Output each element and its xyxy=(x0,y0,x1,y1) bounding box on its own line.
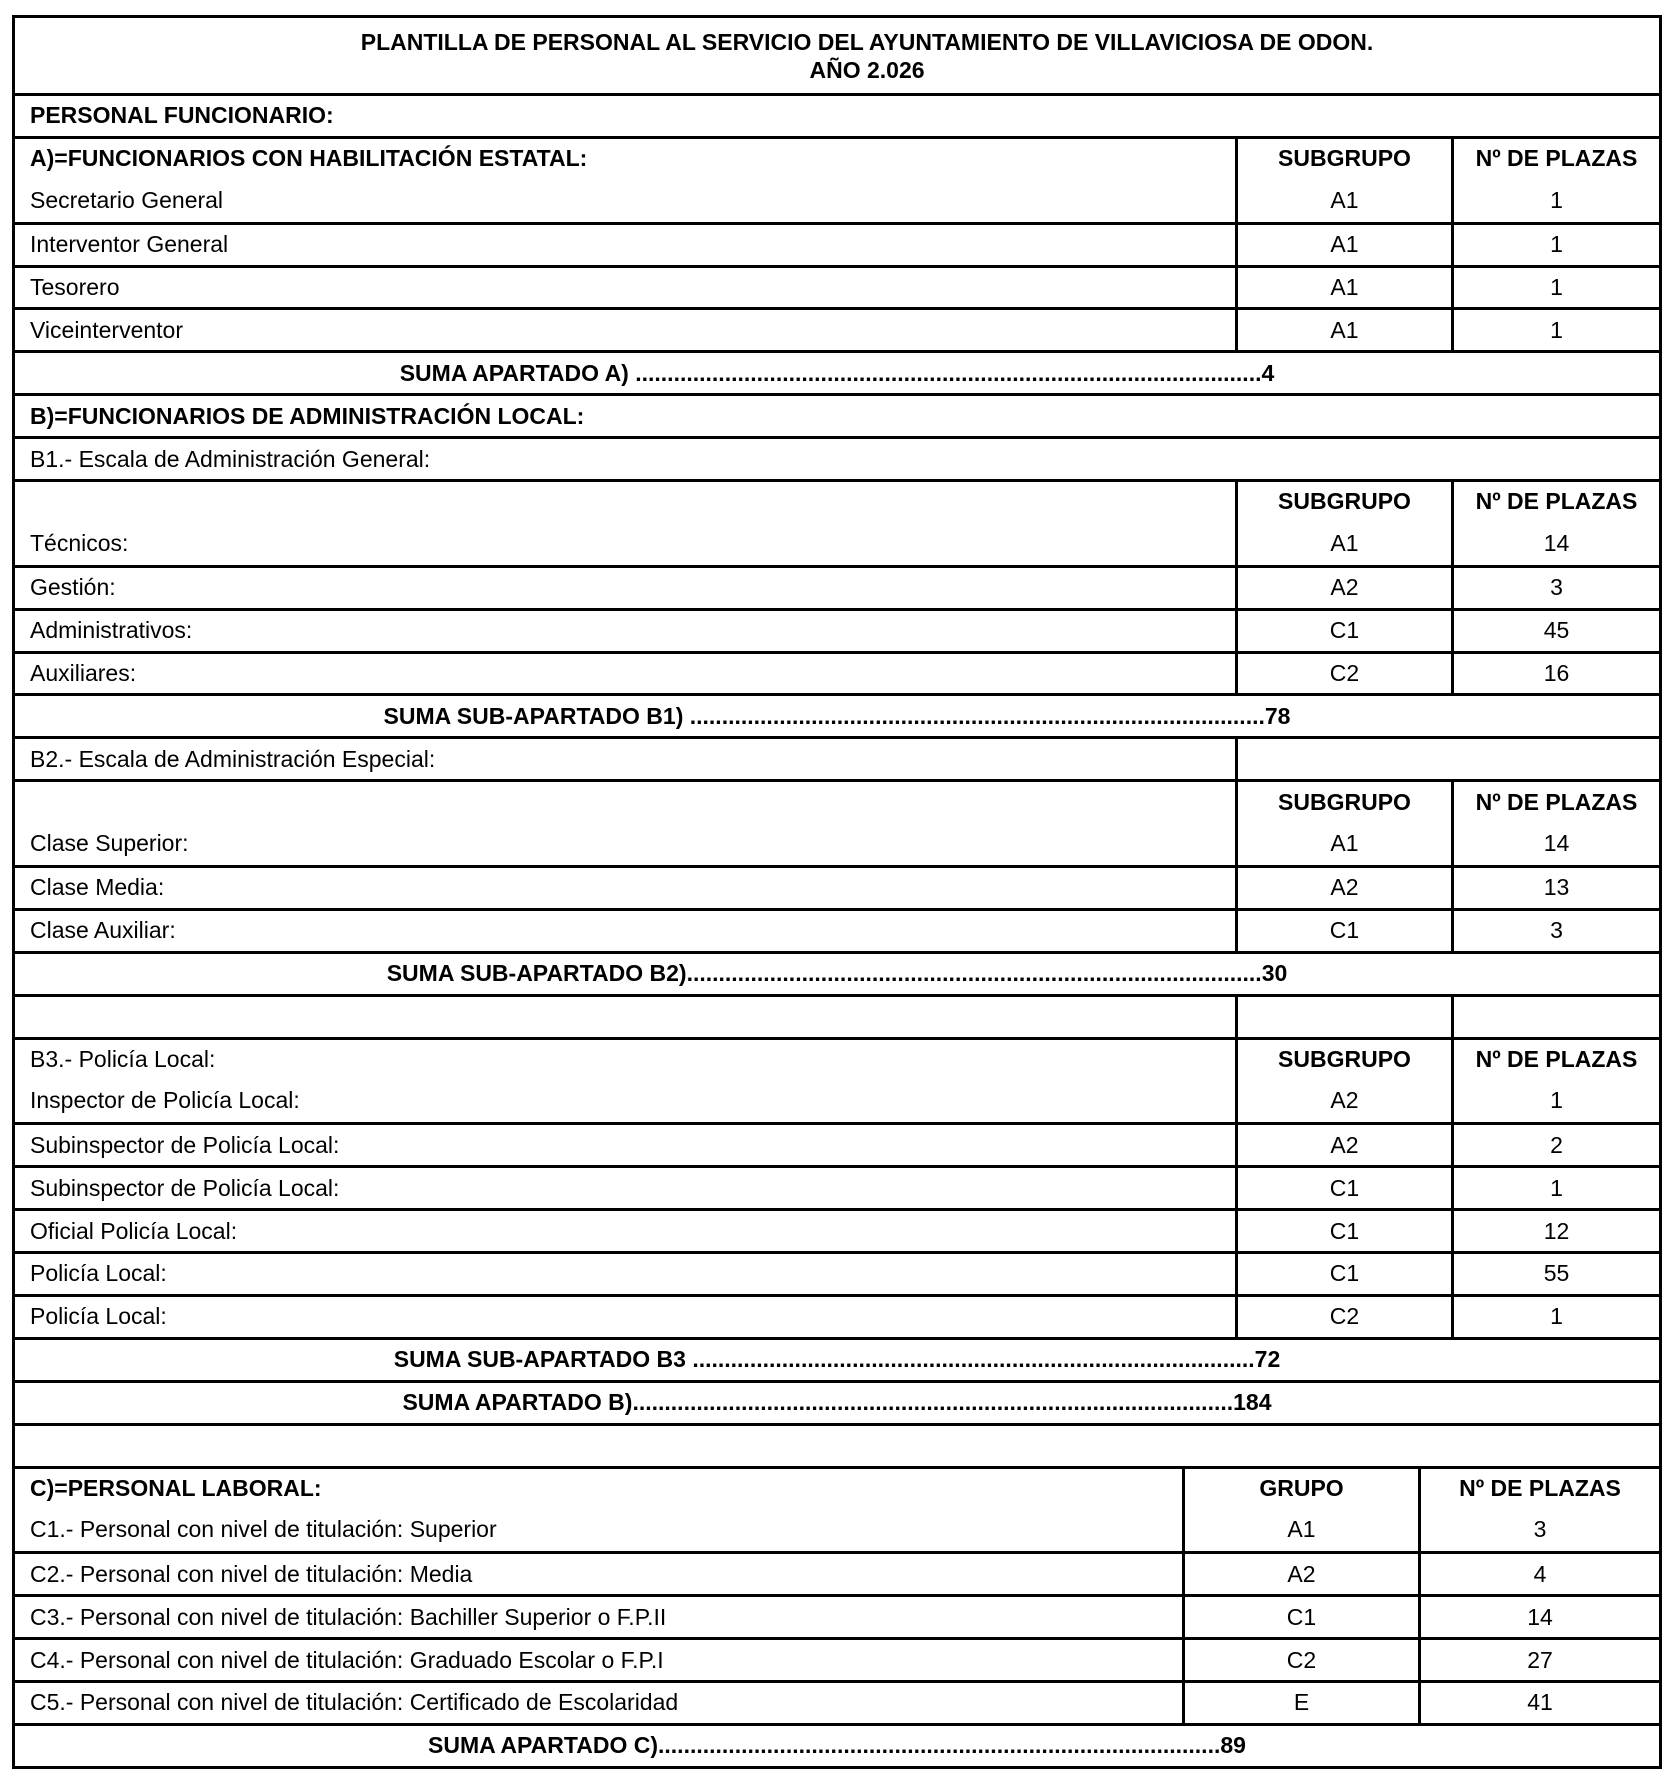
subgrupo-value: A1 xyxy=(1235,310,1451,350)
personal-funcionario-heading: PERSONAL FUNCIONARIO: xyxy=(30,102,334,129)
staffing-table xyxy=(12,15,1662,1769)
subgrupo-value: A1 xyxy=(1235,822,1451,865)
sum-leader-dots: .......................................................................................... xyxy=(689,702,1265,729)
personal-funcionario-row xyxy=(15,93,1659,136)
position-name: Policía Local: xyxy=(30,1260,167,1287)
blank-row xyxy=(15,1423,1659,1466)
position-name: C2.- Personal con nivel de titulación: Media xyxy=(30,1560,473,1587)
empty-cell xyxy=(15,782,1235,822)
position-name: Clase Superior: xyxy=(30,830,189,857)
table-row xyxy=(15,179,1659,222)
position-name: Inspector de Policía Local: xyxy=(30,1087,300,1114)
col-grupo-header: GRUPO xyxy=(1182,1469,1418,1509)
position-name: Auxiliares: xyxy=(30,660,137,687)
sum-leader-dots: .......................................................................................... xyxy=(686,960,1262,987)
position-name: C4.- Personal con nivel de titulación: Graduado Escolar o F.P.I xyxy=(30,1646,664,1673)
sum-value: 4 xyxy=(1261,359,1275,386)
plazas-value: 1 xyxy=(1451,1297,1659,1337)
plazas-value: 2 xyxy=(1451,1125,1659,1165)
section-b1-colheader-row xyxy=(15,479,1659,522)
section-b1-sum-row xyxy=(15,693,1659,736)
table-row xyxy=(15,1594,1659,1637)
section-b1-sum xyxy=(15,696,1659,736)
position-name: Subinspector de Policía Local: xyxy=(30,1131,340,1158)
sum-label: SUMA SUB-APARTADO B1) xyxy=(383,702,690,729)
position-name: Clase Media: xyxy=(30,874,165,901)
section-a-heading: A)=FUNCIONARIOS CON HABILITACIÓN ESTATAL: xyxy=(30,145,588,172)
section-b2-sum-row xyxy=(15,951,1659,994)
sum-label: SUMA SUB-APARTADO B3 xyxy=(393,1346,693,1373)
position-name: Tesorero xyxy=(30,274,120,300)
plazas-value: 14 xyxy=(1451,522,1659,565)
section-a-header-row xyxy=(15,136,1659,179)
position-name: Viceinterventor xyxy=(30,316,183,343)
position-name: Policía Local: xyxy=(30,1303,167,1330)
empty-cell xyxy=(15,997,1235,1037)
sum-value: 89 xyxy=(1220,1732,1246,1759)
position-name: C1.- Personal con nivel de titulación: Superior xyxy=(30,1516,497,1543)
table-row xyxy=(15,908,1659,951)
empty-cell xyxy=(1451,997,1659,1037)
plazas-value: 14 xyxy=(1418,1597,1659,1637)
position-name: Administrativos: xyxy=(30,617,193,644)
sum-value: 184 xyxy=(1233,1389,1272,1416)
table-row xyxy=(15,608,1659,651)
subgrupo-value: A1 xyxy=(1235,179,1451,222)
table-row xyxy=(15,1637,1659,1680)
empty-cell xyxy=(15,482,1235,522)
col-plazas-header: Nº DE PLAZAS xyxy=(1451,139,1659,179)
position-name: Subinspector de Policía Local: xyxy=(30,1174,340,1201)
position-name: Oficial Policía Local: xyxy=(30,1217,238,1244)
section-b1-heading: B1.- Escala de Administración General: xyxy=(30,445,431,472)
table-row xyxy=(15,1251,1659,1294)
plazas-value: 41 xyxy=(1418,1683,1659,1723)
col-plazas-header: Nº DE PLAZAS xyxy=(1418,1469,1659,1509)
title-line-2: AÑO 2.026 xyxy=(809,56,925,83)
subgrupo-value: A2 xyxy=(1235,568,1451,608)
section-a-sum xyxy=(15,353,1659,393)
section-b3-heading: B3.- Policía Local: xyxy=(30,1046,216,1073)
position-name: C3.- Personal con nivel de titulación: Bachiller Superior o F.P.II xyxy=(30,1603,667,1630)
table-row xyxy=(15,1208,1659,1251)
plazas-value: 3 xyxy=(1451,568,1659,608)
grupo-value: A2 xyxy=(1182,1554,1418,1594)
grupo-value: C1 xyxy=(1182,1597,1418,1637)
grupo-value: A1 xyxy=(1182,1508,1418,1551)
plazas-value: 1 xyxy=(1451,1168,1659,1208)
table-row xyxy=(15,265,1659,308)
sum-leader-dots: .................................................................................................. xyxy=(635,359,1262,386)
sum-value: 30 xyxy=(1261,960,1288,987)
plazas-value: 55 xyxy=(1451,1254,1659,1294)
table-row xyxy=(15,865,1659,908)
subgrupo-value: A1 xyxy=(1235,225,1451,265)
section-b2-heading: B2.- Escala de Administración Especial: xyxy=(30,745,436,772)
col-subgrupo-header: SUBGRUPO xyxy=(1235,139,1451,179)
plazas-value: 1 xyxy=(1451,225,1659,265)
position-name: Clase Auxiliar: xyxy=(30,917,176,944)
plazas-value: 1 xyxy=(1451,1079,1659,1122)
position-name: C5.- Personal con nivel de titulación: Certificado de Escolaridad xyxy=(30,1689,679,1716)
section-a-sum-row xyxy=(15,350,1659,393)
col-plazas-header: Nº DE PLAZAS xyxy=(1451,782,1659,822)
sum-label: SUMA APARTADO C) xyxy=(428,1732,659,1759)
sum-label: SUMA SUB-APARTADO B2) xyxy=(386,960,687,987)
section-b3-header-row xyxy=(15,1037,1659,1080)
position-name: Gestión: xyxy=(30,574,116,601)
document-title xyxy=(15,18,1659,93)
subgrupo-value: A2 xyxy=(1235,868,1451,908)
plazas-value: 45 xyxy=(1451,611,1659,651)
section-b2-heading-row xyxy=(15,736,1659,779)
plazas-value: 3 xyxy=(1451,911,1659,951)
subgrupo-value: C1 xyxy=(1235,911,1451,951)
section-b2-colheader-row xyxy=(15,779,1659,822)
subgrupo-value: C1 xyxy=(1235,611,1451,651)
sum-leader-dots: ........................................................................................ xyxy=(692,1346,1255,1373)
plazas-value: 12 xyxy=(1451,1211,1659,1251)
section-b-heading: B)=FUNCIONARIOS DE ADMINISTRACIÓN LOCAL: xyxy=(30,402,585,429)
section-c-sum-row xyxy=(15,1723,1659,1766)
col-plazas-header: Nº DE PLAZAS xyxy=(1451,482,1659,522)
sum-leader-dots: ........................................................................................ xyxy=(658,1732,1221,1759)
table-row xyxy=(15,1294,1659,1337)
subgrupo-value: A2 xyxy=(1235,1125,1451,1165)
sum-leader-dots: .............................................................................................. xyxy=(632,1389,1234,1416)
section-b-sum xyxy=(15,1383,1659,1423)
position-name: Técnicos: xyxy=(30,529,129,556)
section-c-sum xyxy=(15,1726,1659,1766)
section-b3-sum xyxy=(15,1340,1659,1380)
table-row xyxy=(15,565,1659,608)
empty-cell xyxy=(1235,739,1659,779)
col-subgrupo-header: SUBGRUPO xyxy=(1235,482,1451,522)
col-plazas-header: Nº DE PLAZAS xyxy=(1451,1040,1659,1080)
sum-value: 72 xyxy=(1254,1346,1281,1373)
table-row xyxy=(15,522,1659,565)
plazas-value: 27 xyxy=(1418,1640,1659,1680)
subgrupo-value: A2 xyxy=(1235,1079,1451,1122)
sum-label: SUMA APARTADO A) xyxy=(399,359,636,386)
plazas-value: 14 xyxy=(1451,822,1659,865)
subgrupo-value: C1 xyxy=(1235,1254,1451,1294)
title-line-1: PLANTILLA DE PERSONAL AL SERVICIO DEL AYUNTAMIENTO DE VILLAVICIOSA DE ODON. xyxy=(360,28,1374,55)
position-name: Interventor General xyxy=(30,231,229,258)
table-row xyxy=(15,1680,1659,1723)
table-row xyxy=(15,651,1659,694)
subgrupo-value: C1 xyxy=(1235,1168,1451,1208)
plazas-value: 3 xyxy=(1418,1508,1659,1551)
position-name: Secretario General xyxy=(30,186,224,213)
col-subgrupo-header: SUBGRUPO xyxy=(1235,1040,1451,1080)
section-b-header-row xyxy=(15,393,1659,436)
plazas-value: 4 xyxy=(1418,1554,1659,1594)
section-b2-sum xyxy=(15,954,1659,994)
plazas-value: 1 xyxy=(1451,310,1659,350)
sum-label: SUMA APARTADO B) xyxy=(402,1389,633,1416)
subgrupo-value: A1 xyxy=(1235,522,1451,565)
table-row xyxy=(15,822,1659,865)
table-row xyxy=(15,307,1659,350)
subgrupo-value: C2 xyxy=(1235,1297,1451,1337)
grupo-value: C2 xyxy=(1182,1640,1418,1680)
subgrupo-value: A1 xyxy=(1235,268,1451,308)
table-row xyxy=(15,1551,1659,1594)
subgrupo-value: C1 xyxy=(1235,1211,1451,1251)
section-b3-sum-row xyxy=(15,1337,1659,1380)
section-c-heading: C)=PERSONAL LABORAL: xyxy=(30,1474,322,1501)
section-b1-heading-row xyxy=(15,436,1659,479)
blank-row xyxy=(15,994,1659,1037)
plazas-value: 1 xyxy=(1451,268,1659,308)
table-row xyxy=(15,1122,1659,1165)
table-row xyxy=(15,1079,1659,1122)
table-row xyxy=(15,222,1659,265)
plazas-value: 1 xyxy=(1451,179,1659,222)
table-row xyxy=(15,1165,1659,1208)
section-b-sum-row xyxy=(15,1380,1659,1423)
subgrupo-value: C2 xyxy=(1235,654,1451,694)
col-subgrupo-header: SUBGRUPO xyxy=(1235,782,1451,822)
section-c-header-row xyxy=(15,1466,1659,1509)
table-row xyxy=(15,1508,1659,1551)
empty-cell xyxy=(1235,997,1451,1037)
grupo-value: E xyxy=(1182,1683,1418,1723)
sum-value: 78 xyxy=(1264,702,1291,729)
empty-cell xyxy=(15,1426,1659,1466)
plazas-value: 13 xyxy=(1451,868,1659,908)
plazas-value: 16 xyxy=(1451,654,1659,694)
